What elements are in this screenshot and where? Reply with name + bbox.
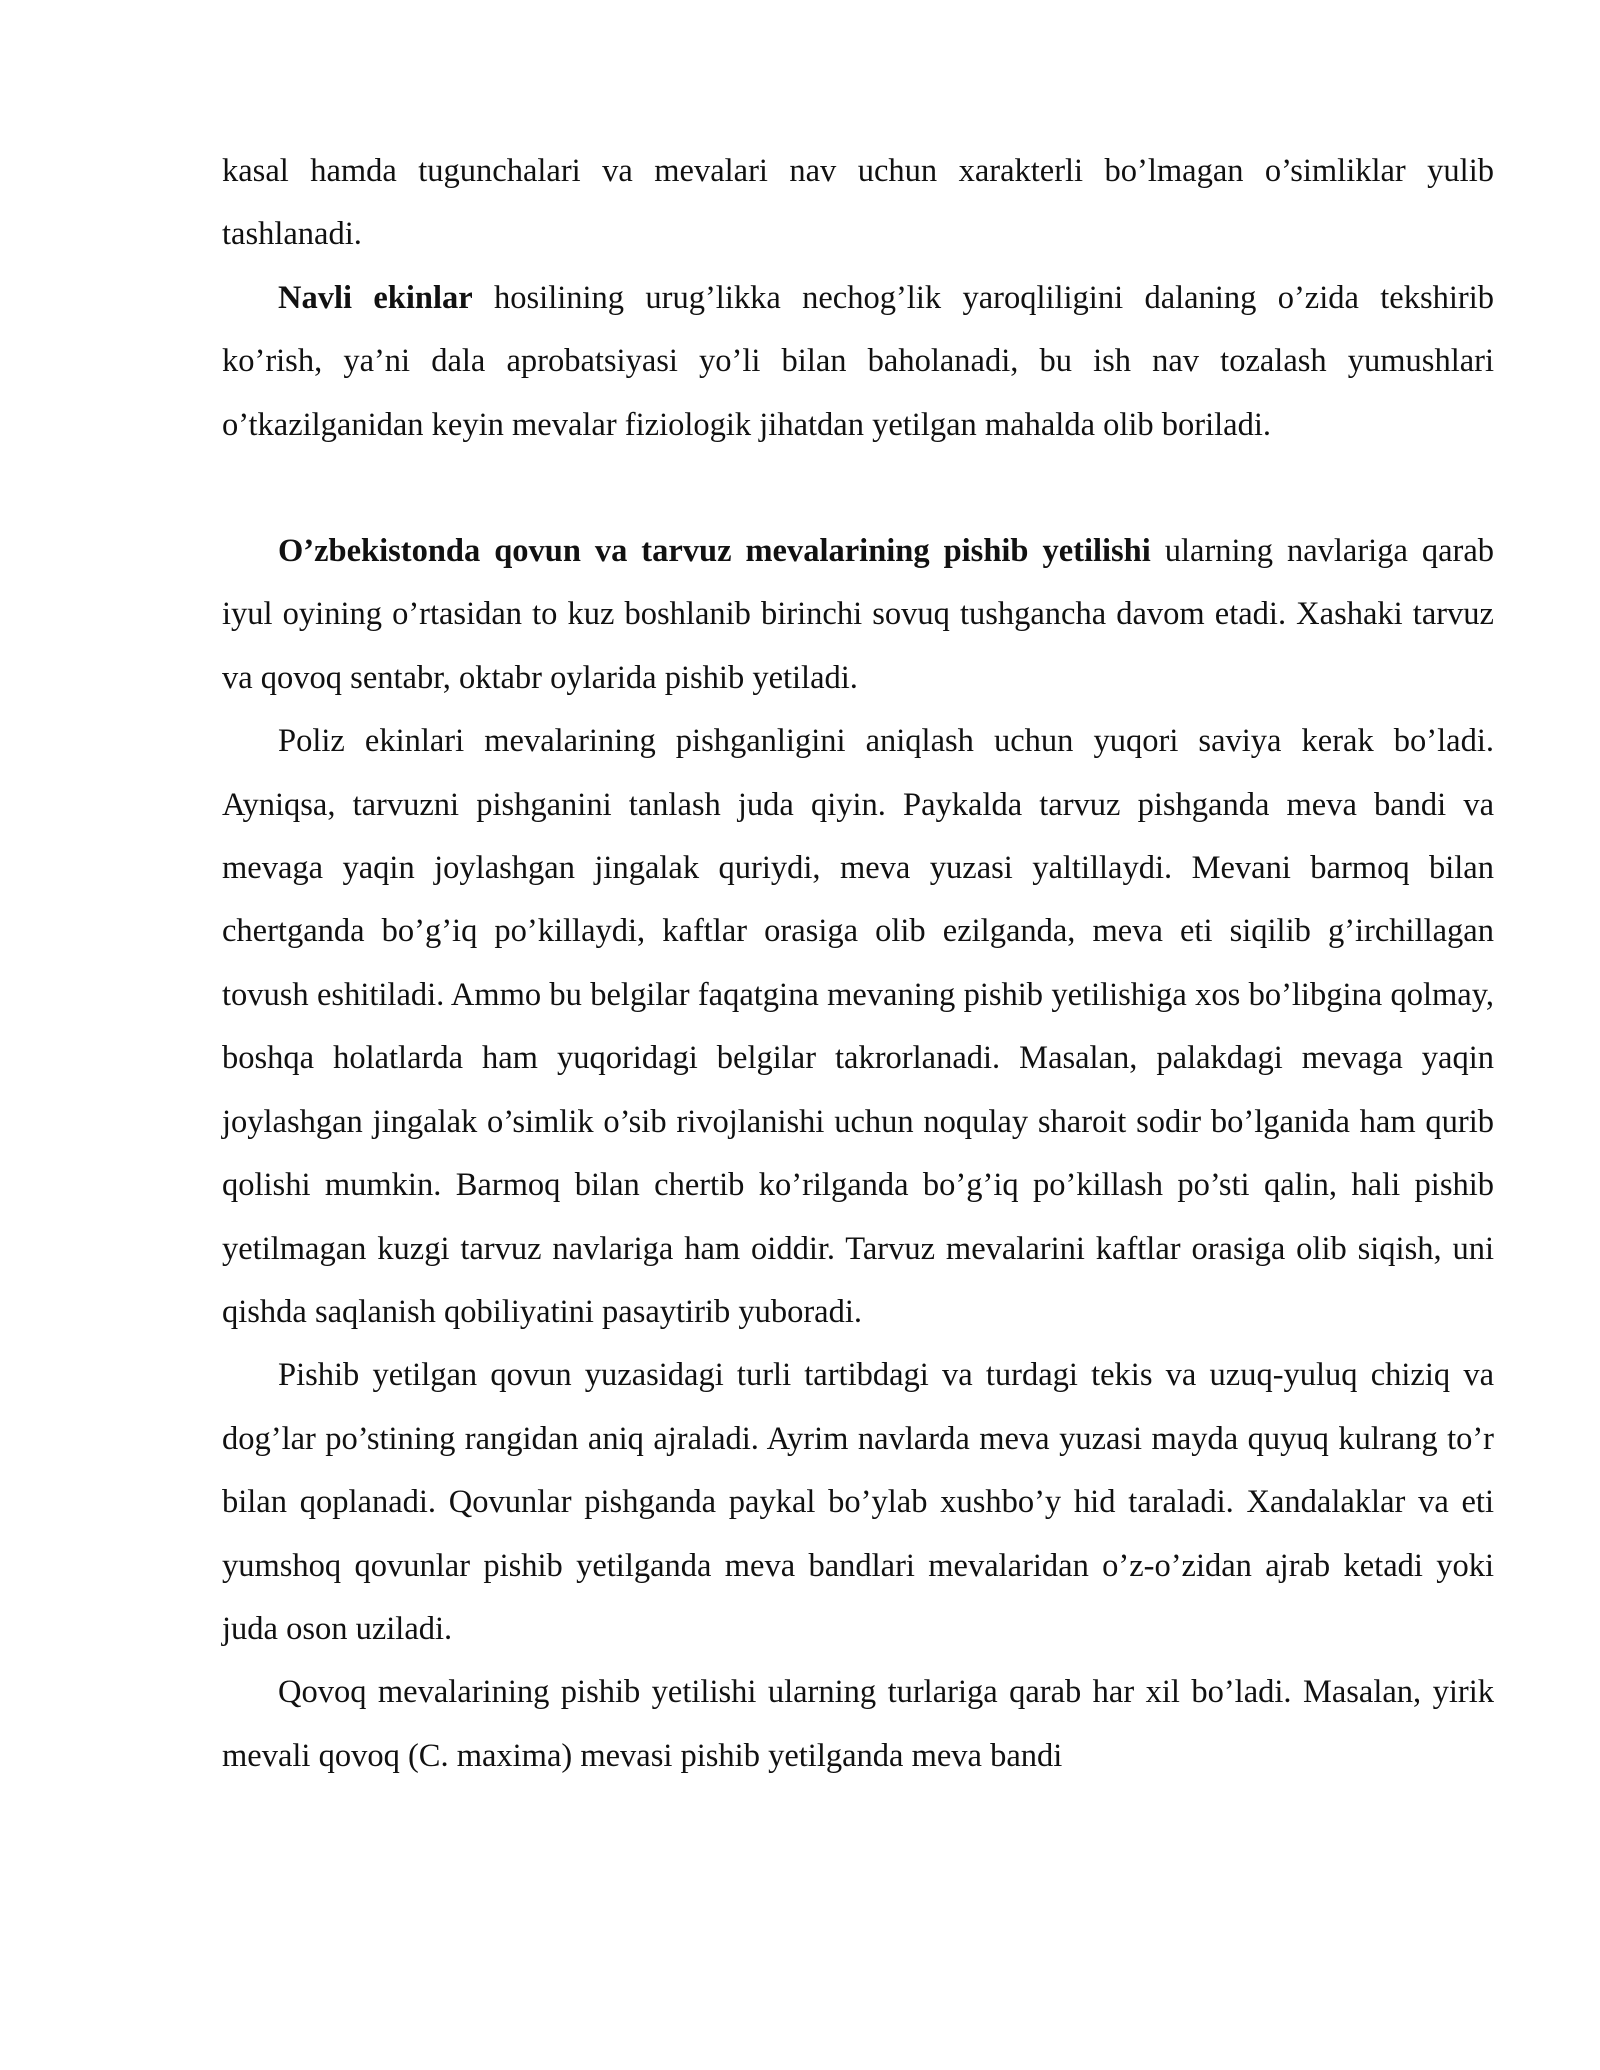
paragraph-poliz-ekinlari xyxy=(222,710,1494,1344)
paragraph-lead-term: Navli ekinlar xyxy=(278,279,473,316)
paragraph-text: Qovoq mevalarining pishib yetilishi ularning turlariga qarab har xil bo’ladi. Masalan, yirik mevali qovoq (C. maxima) mevasi pishib yetilganda meva bandi xyxy=(222,1674,1494,1774)
paragraph-text: Poliz ekinlari mevalarining pishganligini aniqlash uchun yuqori saviya kerak bo’ladi. Ayniqsa, tarvuzni pishganini tanlash juda qiyin. Paykalda tarvuz pishganda meva bandi va mevaga yaqin joylashgan jingalak quriydi, meva yuzasi yaltillaydi. Mevani barmoq bilan chertganda bo’g’iq po’killaydi, kaftlar orasiga olib ezilganda, meva eti siqilib g’irchillagan tovush eshitiladi. Ammo bu belgilar faqatgina mevaning pishib yetilishiga xos bo’libgina qolmay, boshqa holatlarda ham yuqoridagi belgilar takrorlanadi. Masalan, palakdagi mevaga yaqin joylashgan jingalak o’simlik o’sib rivojlanishi uchun noqulay sharoit sodir bo’lganida ham qurib qolishi mumkin. Barmoq bilan chertib ko’rilganda bo’g’iq po’killash po’sti qalin, hali pishib yetilmagan kuzgi tarvuz navlariga ham oiddir. Tarvuz mevalarini kaftlar orasiga olib siqish, uni qishda saqlanish qobiliyatini pasaytirib yuboradi. xyxy=(222,723,1494,1330)
paragraph-continuation xyxy=(222,140,1494,267)
paragraph-text: kasal hamda tugunchalari va mevalari nav uchun xarakterli bo’lmagan o’simliklar yulib tashlanadi. xyxy=(222,153,1494,253)
paragraph-text: Pishib yetilgan qovun yuzasidagi turli tartibdagi va turdagi tekis va uzuq-yuluq chiziq va dog’lar po’stining rangidan aniq ajraladi. Ayrim navlarda meva yuzasi mayda quyuq kulrang to’r bilan qoplanadi. Qovunlar pishganda paykal bo’ylab xushbo’y hid taraladi. Xandalaklar va eti yumshoq qovunlar pishib yetilganda meva bandlari mevalaridan o’z-o’zidan ajrab ketadi yoki juda oson uziladi. xyxy=(222,1357,1494,1647)
paragraph-qovoq xyxy=(222,1661,1494,1788)
paragraph-text: hosilining urug’likka nechog’lik yaroqliligini dalaning o’zida tekshirib ko’rish, ya’ni dala aprobatsiyasi yo’li bilan baholanadi, bu ish nav tozalash yumushlari o’tkazilganidan keyin mevalar fiziologik jihatdan yetilgan mahalda olib boriladi. xyxy=(222,279,1494,443)
paragraph-text: ularning navlariga qarab iyul oyining o’rtasidan to kuz boshlanib birinchi sovuq tushgancha davom etadi. Xashaki tarvuz va qovoq sentabr, oktabr oylarida pishib yetiladi. xyxy=(222,533,1494,696)
paragraph-navli-ekinlar xyxy=(222,267,1494,457)
document-page xyxy=(222,140,1494,1788)
paragraph-pishib-yetilishi xyxy=(222,520,1494,710)
paragraph-qovun xyxy=(222,1344,1494,1661)
paragraph-lead-term: O’zbekistonda qovun va tarvuz mevalarining pishib yetilishi xyxy=(278,533,1151,570)
